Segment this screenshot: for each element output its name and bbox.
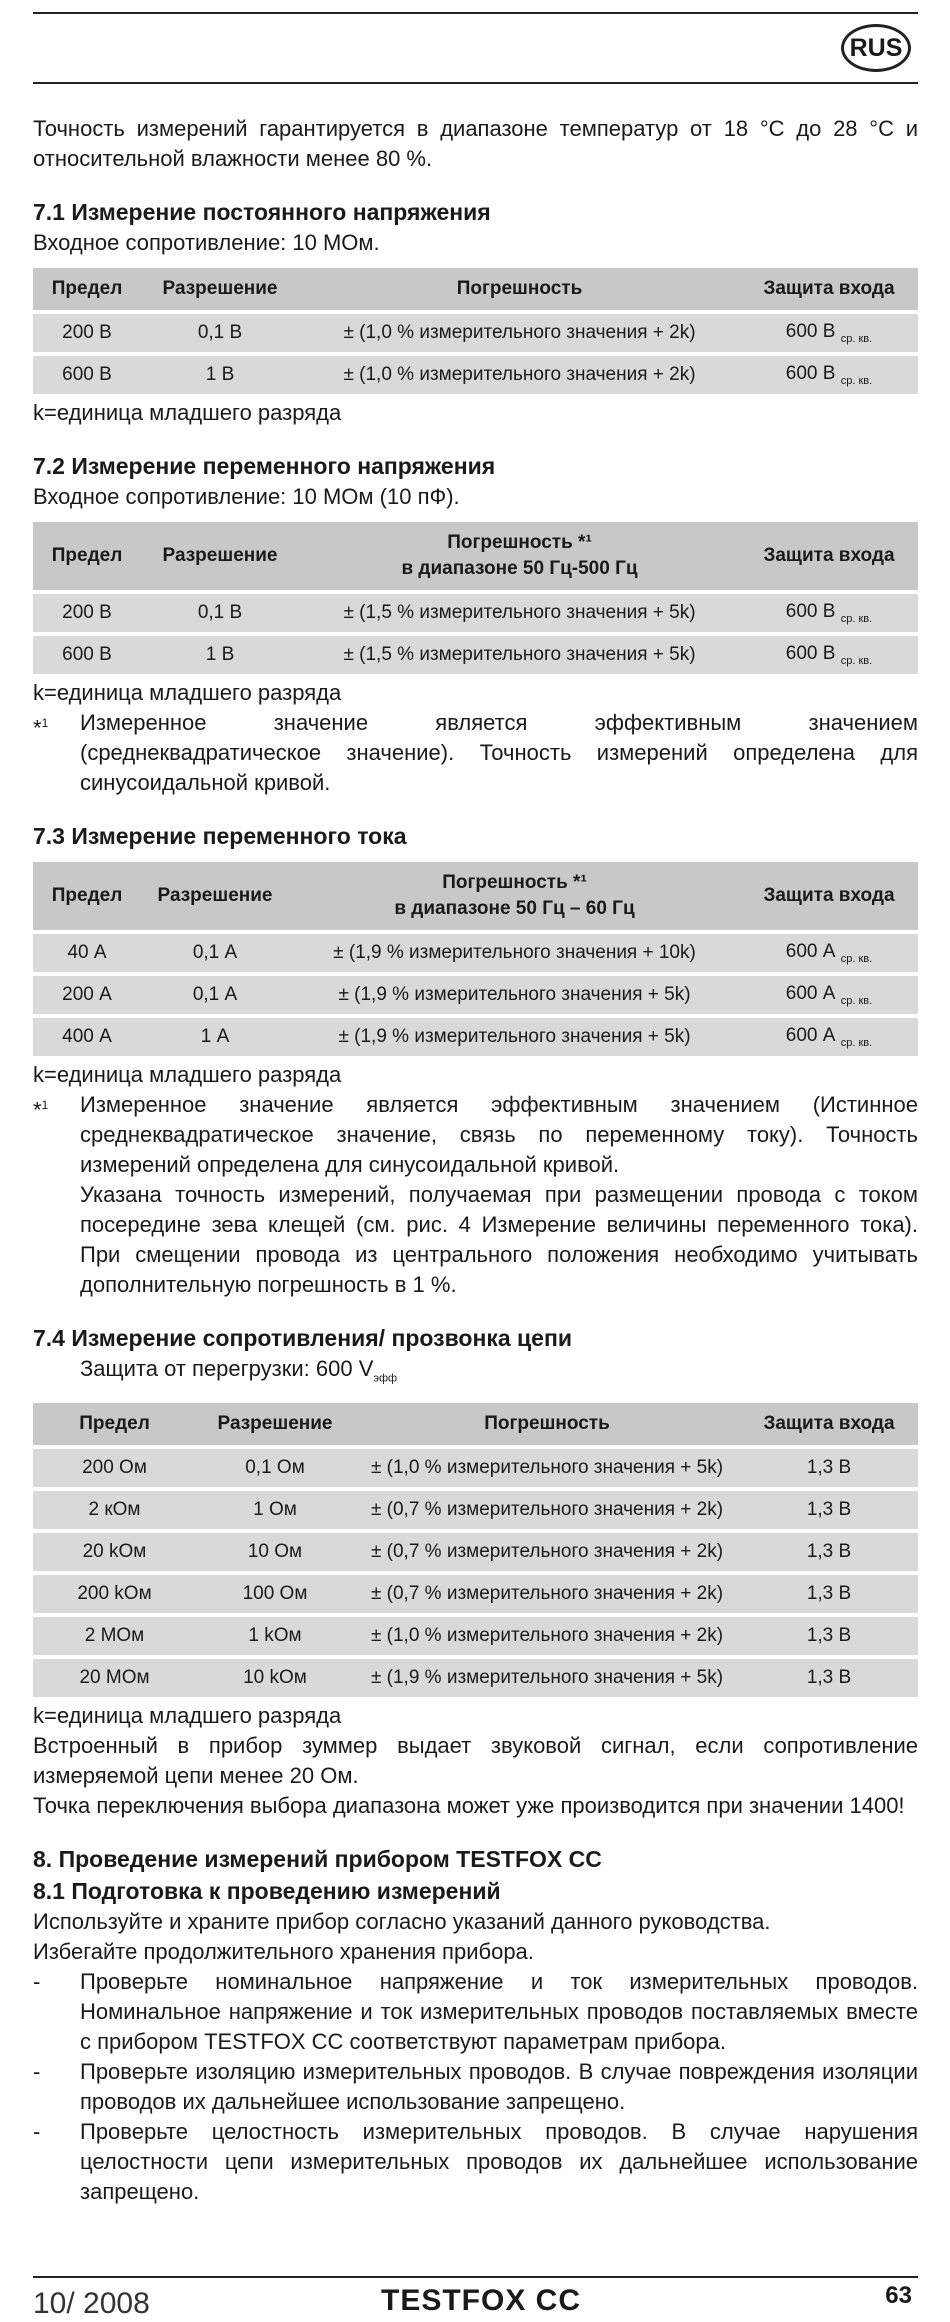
cell-range: 200 kОм: [33, 1575, 196, 1613]
col-accuracy: Погрешность: [354, 1403, 740, 1445]
dc-voltage-table: [33, 264, 918, 398]
section-7-1-title: 7.1 Измерение постоянного напряжения: [33, 199, 491, 225]
cell-accuracy: ± (1,5 % измерительного значения + 5k): [299, 636, 740, 674]
table-row: [33, 594, 918, 632]
cell-range: 200 В: [33, 314, 141, 352]
section-8-1-title: 8.1 Подготовка к проведению измерений: [33, 1878, 501, 1905]
footer-brand-logo: TESTFOX CC: [381, 2284, 582, 2317]
header-rule-bottom: [33, 82, 918, 84]
cell-range: 400 А: [33, 1018, 141, 1056]
cell-range: 2 кОм: [33, 1491, 196, 1529]
col-range: Предел: [33, 1403, 196, 1445]
cell-accuracy: ± (1,9 % измерительного значения + 5k): [354, 1659, 740, 1697]
table-row: [33, 1018, 918, 1056]
range-switch-paragraph: Точка переключения выбора диапазона может уже производится при значении 1400!: [33, 1793, 905, 1819]
col-accuracy: Погрешность: [299, 268, 740, 310]
usage-paragraph: Используйте и храните прибор согласно указаний данного руководства.: [33, 1909, 771, 1935]
k-definition: k=единица младшего разряда: [33, 400, 342, 425]
cell-resolution: 100 Ом: [196, 1575, 354, 1613]
cell-range: 20 kОм: [33, 1533, 196, 1571]
storage-paragraph: Избегайте продолжительного хранения прибора.: [33, 1939, 534, 1965]
cell-resolution: 1 А: [141, 1018, 289, 1056]
cell-resolution: 1 kОм: [196, 1617, 354, 1655]
col-resolution: Разрешение: [141, 522, 299, 590]
k-definition: k=единица младшего разряда: [33, 1062, 342, 1087]
table-row: [33, 976, 918, 1014]
cell-accuracy: ± (0,7 % измерительного значения + 2k): [354, 1575, 740, 1613]
col-range: Предел: [33, 268, 141, 310]
table-row: [33, 1575, 918, 1613]
section-7-1-subtitle: Входное сопротивление: 10 МОм.: [33, 230, 380, 255]
cell-range: 200 А: [33, 976, 141, 1014]
cell-resolution: 1 Ом: [196, 1491, 354, 1529]
cell-protection: 1,3 В: [740, 1449, 918, 1487]
footnote: *$^1$ Измеренное значение является эффективным значением (среднеквадратическое значение). Точность измерений определена для синусоидальной кривой.: [33, 710, 918, 795]
col-protection: Защита входа: [740, 268, 918, 310]
table-row: [33, 1449, 918, 1487]
table-row: [33, 356, 918, 394]
table-row: [33, 1491, 918, 1529]
col-protection: Защита входа: [740, 862, 918, 930]
footer-date: 10/ 2008: [33, 2287, 150, 2320]
cell-accuracy: ± (1,5 % измерительного значения + 5k): [299, 594, 740, 632]
table-row: [33, 1533, 918, 1571]
col-resolution: Разрешение: [196, 1403, 354, 1445]
cell-protection: 1,3 В: [740, 1659, 918, 1697]
section-7-2-subtitle: Входное сопротивление: 10 МОм (10 пФ).: [33, 484, 460, 509]
section-7-3-title: 7.3 Измерение переменного тока: [33, 823, 407, 849]
cell-accuracy: ± (1,0 % измерительного значения + 5k): [354, 1449, 740, 1487]
col-resolution: Разрешение: [141, 268, 299, 310]
k-definition: k=единица младшего разряда: [33, 680, 342, 705]
list-item: - Проверьте изоляцию измерительных проводов. В случае повреждения изоляции проводов их дальнейшее использование запрещено.: [33, 2059, 918, 2115]
col-range: Предел: [33, 522, 141, 590]
k-definition: k=единица младшего разряда: [33, 1703, 342, 1729]
col-protection: Защита входа: [740, 522, 918, 590]
table-row: [33, 1659, 918, 1697]
cell-accuracy: ± (0,7 % измерительного значения + 2k): [354, 1533, 740, 1571]
table-row: [33, 1617, 918, 1655]
cell-protection: 1,3 В: [740, 1575, 918, 1613]
cell-protection: 1,3 В: [740, 1533, 918, 1571]
cell-range: 600 В: [33, 636, 141, 674]
section-8-title: 8. Проведение измерений прибором TESTFOX CC: [33, 1846, 602, 1873]
cell-accuracy: ± (0,7 % измерительного значения + 2k): [354, 1491, 740, 1529]
cell-accuracy: ± (1,0 % измерительного значения + 2k): [354, 1617, 740, 1655]
section-7-4-title: 7.4 Измерение сопротивления/ прозвонка цепи: [33, 1325, 572, 1351]
footnote-continued: Указана точность измерений, получаемая при размещении провода с током посередине зева клещей (см. рис. 4 Измерение величины переменного тока). При смещении провода из центрального положения необходимо учитывать дополнительную погрешность в 1 %.: [80, 1182, 918, 1297]
cell-resolution: 0,1 А: [141, 934, 289, 972]
buzzer-paragraph: Встроенный в прибор зуммер выдает звуковой сигнал, если сопротивление измеряемой цепи менее 20 Ом.: [33, 1733, 918, 1789]
table-row: [33, 314, 918, 352]
ac-voltage-table: [33, 518, 918, 678]
col-accuracy: Погрешность *¹ в диапазоне 50 Гц-500 Гц: [299, 522, 740, 590]
cell-resolution: 0,1 Ом: [196, 1449, 354, 1487]
cell-accuracy: ± (1,9 % измерительного значения + 5k): [289, 1018, 740, 1056]
footnote-mark: *$^1$: [33, 715, 49, 741]
table-row: [33, 934, 918, 972]
table-row: [33, 636, 918, 674]
cell-resolution: 1 В: [141, 356, 299, 394]
cell-resolution: 1 В: [141, 636, 299, 674]
cell-protection: 600 В $_{ср. кв.}$: [740, 314, 918, 352]
intro-paragraph: Точность измерений гарантируется в диапазоне температур от 18 °С до 28 °С и относительной влажности менее 80 %.: [33, 116, 918, 171]
cell-protection: 600 А $_{ср. кв.}$: [740, 1018, 918, 1056]
table-header-row: [33, 522, 918, 590]
cell-resolution: 0,1 А: [141, 976, 289, 1014]
cell-range: 600 В: [33, 356, 141, 394]
cell-protection: 600 В $_{ср. кв.}$: [740, 636, 918, 674]
list-item: - Проверьте номинальное напряжение и ток измерительных проводов. Номинальное напряжение и ток измерительных проводов поставляемых вместе с прибором TESTFOX CC соответствуют параметрам прибора.: [33, 1969, 918, 2055]
footnote: *$^1$ Измеренное значение является эффективным значением (Истинное среднеквадратическое значение, связь по переменному току). Точность измерений определена для синусоидальной кривой.: [33, 1092, 918, 1177]
col-accuracy: Погрешность *¹ в диапазоне 50 Гц – 60 Гц: [289, 862, 740, 930]
cell-accuracy: ± (1,9 % измерительного значения + 10k): [289, 934, 740, 972]
resistance-table: [33, 1399, 918, 1701]
page-content: [33, 114, 918, 2207]
cell-accuracy: ± (1,0 % измерительного значения + 2k): [299, 356, 740, 394]
col-range: Предел: [33, 862, 141, 930]
col-resolution: Разрешение: [141, 862, 289, 930]
cell-protection: 1,3 В: [740, 1617, 918, 1655]
table-header-row: [33, 862, 918, 930]
cell-resolution: 0,1 В: [141, 594, 299, 632]
table-header-row: [33, 268, 918, 310]
cell-protection: 1,3 В: [740, 1491, 918, 1529]
cell-accuracy: ± (1,9 % измерительного значения + 5k): [289, 976, 740, 1014]
section-7-4-subtitle: Защита от перегрузки: 600 $V_{эфф}$: [80, 1356, 398, 1385]
language-badge: RUS: [841, 24, 911, 72]
page-number: 63: [885, 2282, 912, 2309]
cell-resolution: 0,1 В: [141, 314, 299, 352]
cell-resolution: 10 kОм: [196, 1659, 354, 1697]
section-7-2-title: 7.2 Измерение переменного напряжения: [33, 453, 496, 479]
footer-rule: [33, 2276, 918, 2278]
cell-protection: 600 А $_{ср. кв.}$: [740, 976, 918, 1014]
cell-protection: 600 В $_{ср. кв.}$: [740, 356, 918, 394]
footnote-mark: *$^1$: [33, 1097, 49, 1123]
cell-protection: 600 В $_{ср. кв.}$: [740, 594, 918, 632]
list-item: - Проверьте целостность измерительных проводов. В случае нарушения целостности цепи измерительных проводов их дальнейшее использование запрещено.: [33, 2119, 918, 2205]
ac-current-table: [33, 858, 918, 1060]
cell-range: 40 А: [33, 934, 141, 972]
cell-range: 2 МОм: [33, 1617, 196, 1655]
cell-range: 20 МОм: [33, 1659, 196, 1697]
cell-protection: 600 А $_{ср. кв.}$: [740, 934, 918, 972]
table-header-row: [33, 1403, 918, 1445]
cell-range: 200 В: [33, 594, 141, 632]
cell-range: 200 Ом: [33, 1449, 196, 1487]
header-rule-top: [33, 12, 918, 14]
cell-resolution: 10 Ом: [196, 1533, 354, 1571]
cell-accuracy: ± (1,0 % измерительного значения + 2k): [299, 314, 740, 352]
col-protection: Защита входа: [740, 1403, 918, 1445]
